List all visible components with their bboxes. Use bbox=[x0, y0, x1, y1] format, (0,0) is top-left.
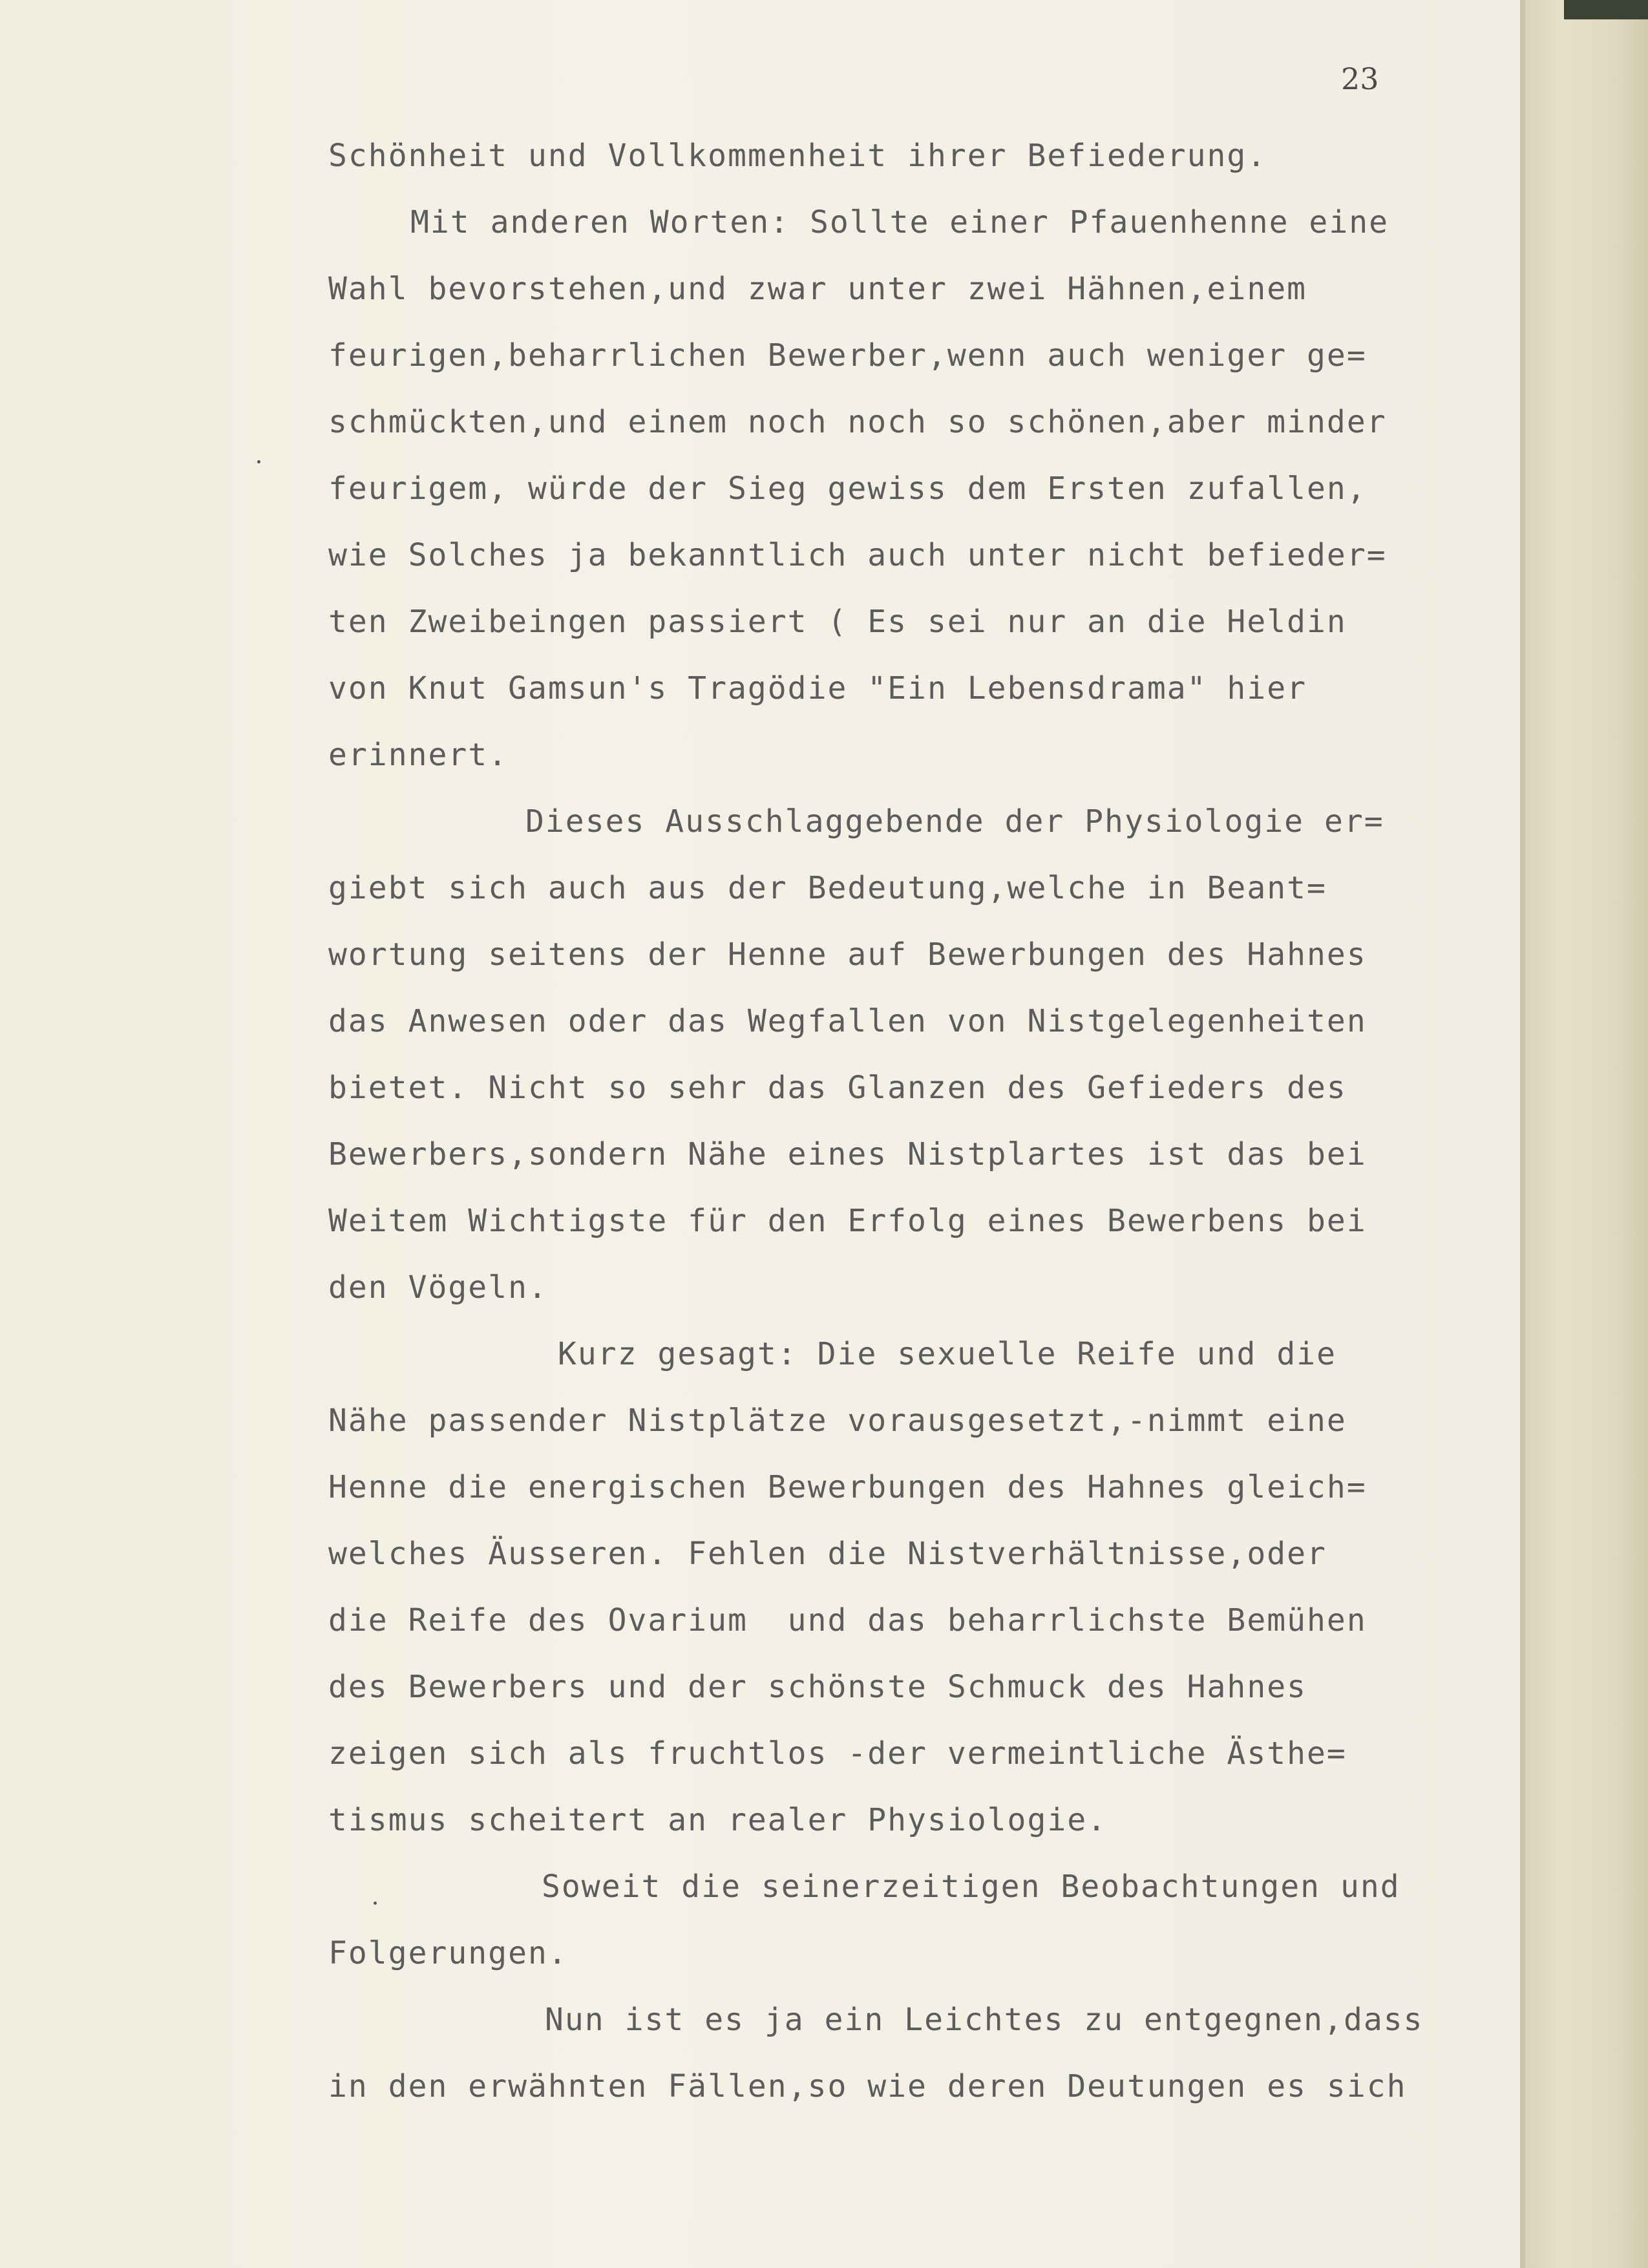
text-line: wortung seitens der Henne auf Bewerbungen des Hahnes bbox=[328, 937, 1367, 973]
text-line: welches Äusseren. Fehlen die Nistverhältnisse,oder bbox=[328, 1536, 1327, 1572]
text-line: den Vögeln. bbox=[328, 1269, 548, 1306]
text-line: Folgerungen. bbox=[328, 1935, 568, 1971]
paper-speck bbox=[257, 460, 260, 463]
text-line: zeigen sich als fruchtlos -der vermeintliche Ästhe= bbox=[328, 1735, 1347, 1772]
text-line: das Anwesen oder das Wegfallen von Nistgelegenheiten bbox=[328, 1003, 1367, 1039]
text-line: Mit anderen Worten: Sollte einer Pfauenhenne eine bbox=[410, 204, 1389, 240]
text-line: wie Solches ja bekanntlich auch unter nicht befieder= bbox=[328, 537, 1387, 573]
text-line: Dieses Ausschlaggebende der Physiologie er= bbox=[525, 803, 1384, 840]
text-line: ten Zweibeingen passiert ( Es sei nur an die Heldin bbox=[328, 604, 1347, 640]
background-corner bbox=[1564, 0, 1648, 19]
paper-speck bbox=[374, 1902, 377, 1905]
text-line: feurigem, würde der Sieg gewiss dem Ersten zufallen, bbox=[328, 471, 1367, 507]
text-line: Nun ist es ja ein Leichtes zu entgegnen,dass bbox=[545, 2002, 1424, 2038]
text-line: bietet. Nicht so sehr das Glanzen des Gefieders des bbox=[328, 1070, 1347, 1106]
text-line: in den erwähnten Fällen,so wie deren Deutungen es sich bbox=[328, 2068, 1407, 2104]
text-line: die Reife des Ovarium und das beharrlichste Bemühen bbox=[328, 1602, 1367, 1638]
text-line: des Bewerbers und der schönste Schmuck des Hahnes bbox=[328, 1669, 1307, 1705]
text-line: von Knut Gamsun's Tragödie "Ein Lebensdrama" hier bbox=[328, 670, 1307, 706]
typewritten-text bbox=[328, 123, 1530, 2120]
text-line: Kurz gesagt: Die sexuelle Reife und die bbox=[558, 1336, 1337, 1372]
text-line: feurigen,beharrlichen Bewerber,wenn auch weniger ge= bbox=[328, 337, 1367, 374]
text-line: erinnert. bbox=[328, 737, 509, 773]
text-line: Nähe passender Nistplätze vorausgesetzt,-nimmt eine bbox=[328, 1403, 1347, 1439]
paper-edge bbox=[1525, 0, 1648, 2268]
text-line: Weitem Wichtigste für den Erfolg eines Bewerbens bei bbox=[328, 1203, 1367, 1239]
text-line: giebt sich auch aus der Bedeutung,welche in Beant= bbox=[328, 870, 1327, 906]
text-line: Bewerbers,sondern Nähe eines Nistplartes ist das bei bbox=[328, 1136, 1367, 1172]
text-line: Soweit die seinerzeitigen Beobachtungen und bbox=[542, 1869, 1400, 1905]
text-line: Wahl bevorstehen,und zwar unter zwei Hähnen,einem bbox=[328, 271, 1307, 307]
text-line: tismus scheitert an realer Physiologie. bbox=[328, 1802, 1108, 1838]
text-line: Henne die energischen Bewerbungen des Hahnes gleich= bbox=[328, 1469, 1367, 1505]
text-line: schmückten,und einem noch noch so schönen,aber minder bbox=[328, 404, 1387, 440]
text-line: Schönheit und Vollkommenheit ihrer Befiederung. bbox=[328, 138, 1267, 174]
page-number: 23 bbox=[1341, 61, 1379, 96]
